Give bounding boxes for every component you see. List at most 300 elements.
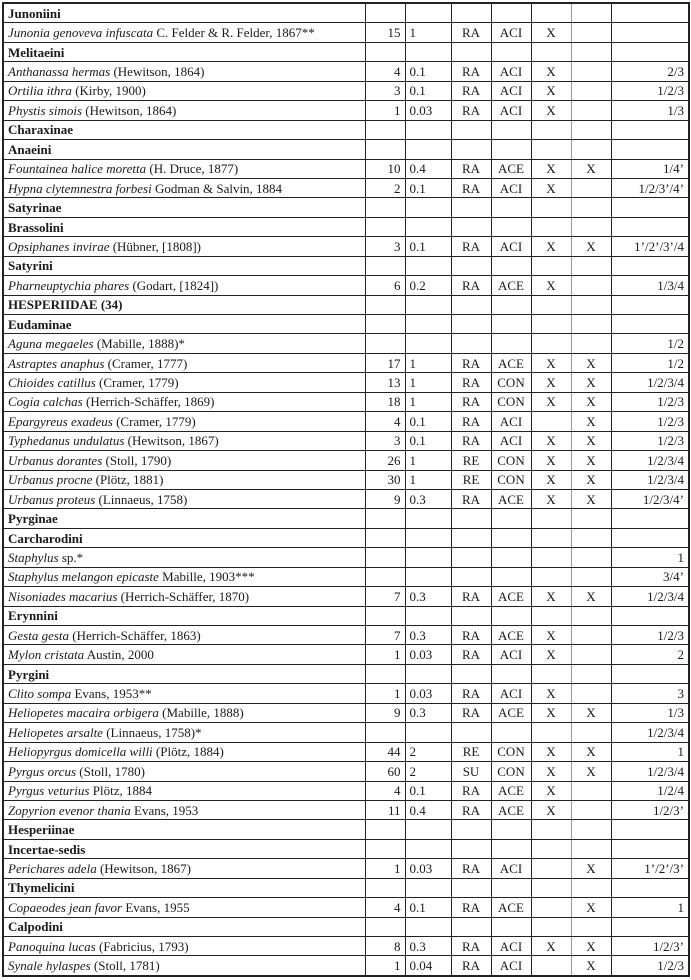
species-row <box>3 489 689 508</box>
group-label: Incertae-sedis <box>3 839 365 858</box>
cell-x2 <box>571 334 611 353</box>
cell-sites: 1/2/3 <box>611 81 689 100</box>
group-label: Thymelicini <box>3 878 365 897</box>
cell-sites <box>611 120 689 139</box>
cell-percent <box>405 606 451 625</box>
species-row <box>3 742 689 761</box>
cell-percent <box>405 548 451 567</box>
species-name <box>3 178 365 197</box>
cell-percent: 1 <box>405 392 451 411</box>
cell-percent <box>405 567 451 586</box>
cell-distribution <box>491 217 531 236</box>
table-body <box>3 3 689 976</box>
species-name <box>3 353 365 372</box>
cell-status: RA <box>451 353 491 372</box>
cell-sites: 1/2 <box>611 353 689 372</box>
cell-status: RA <box>451 412 491 431</box>
cell-percent <box>405 528 451 547</box>
taxon-group-row <box>3 839 689 858</box>
cell-x1 <box>531 859 571 878</box>
species-authority: Austin, 2000 <box>84 647 154 663</box>
cell-status: RA <box>451 626 491 645</box>
cell-distribution <box>491 917 531 936</box>
group-label: Hesperiinae <box>3 820 365 839</box>
cell-n <box>365 295 405 314</box>
cell-x2 <box>571 645 611 664</box>
cell-x2 <box>571 567 611 586</box>
species-name <box>3 762 365 781</box>
cell-sites: 1/3 <box>611 101 689 120</box>
cell-sites <box>611 23 689 42</box>
cell-x1: X <box>531 353 571 372</box>
cell-sites <box>611 256 689 275</box>
cell-x1: X <box>531 587 571 606</box>
cell-status: RA <box>451 781 491 800</box>
cell-status <box>451 509 491 528</box>
cell-distribution: ACI <box>491 859 531 878</box>
group-label: Carcharodini <box>3 528 365 547</box>
species-authority: (Fabricius, 1793) <box>95 938 189 954</box>
cell-x2: X <box>571 937 611 956</box>
species-authority: C. Felder & R. Felder, 1867** <box>153 25 315 41</box>
species-binomial: Fountainea halice moretta <box>8 161 147 177</box>
species-binomial: Astraptes anaphus <box>8 355 105 371</box>
group-label: Brassolini <box>3 217 365 236</box>
species-binomial: Clito sompa <box>8 686 72 702</box>
species-name <box>3 548 365 567</box>
species-authority: Plötz, 1884 <box>89 783 152 799</box>
species-authority: (Cramer, 1779) <box>112 413 196 429</box>
cell-x1 <box>531 898 571 917</box>
group-label: Pyrginae <box>3 509 365 528</box>
cell-percent: 1 <box>405 451 451 470</box>
cell-status: RA <box>451 956 491 976</box>
cell-status <box>451 256 491 275</box>
cell-status: RA <box>451 101 491 120</box>
cell-x2: X <box>571 431 611 450</box>
cell-sites: 2/3 <box>611 62 689 81</box>
cell-sites: 1/2/3 <box>611 626 689 645</box>
cell-sites: 1 <box>611 548 689 567</box>
cell-x2: X <box>571 159 611 178</box>
species-authority: (Herrich-Schäffer, 1870) <box>117 588 250 604</box>
cell-percent: 0.03 <box>405 101 451 120</box>
species-authority: (Stoll, 1790) <box>102 452 172 468</box>
cell-n <box>365 917 405 936</box>
species-name <box>3 470 365 489</box>
species-row <box>3 723 689 742</box>
species-row <box>3 237 689 256</box>
species-authority: (Herrich-Schäffer, 1863) <box>69 627 201 643</box>
species-name <box>3 703 365 722</box>
taxon-group-row <box>3 217 689 236</box>
cell-status: RA <box>451 937 491 956</box>
species-row <box>3 373 689 392</box>
cell-x2 <box>571 23 611 42</box>
cell-percent <box>405 315 451 334</box>
group-label: Calpodini <box>3 917 365 936</box>
cell-status: SU <box>451 762 491 781</box>
cell-distribution <box>491 198 531 217</box>
species-row <box>3 800 689 819</box>
cell-x1: X <box>531 470 571 489</box>
species-authority: (Mabille, 1888) <box>158 705 244 721</box>
cell-x2: X <box>571 742 611 761</box>
cell-distribution: CON <box>491 373 531 392</box>
species-authority: Evans, 1953** <box>71 686 152 702</box>
cell-x1 <box>531 723 571 742</box>
cell-x1: X <box>531 101 571 120</box>
species-authority: Evans, 1955 <box>122 899 190 915</box>
cell-status: RA <box>451 23 491 42</box>
species-row <box>3 23 689 42</box>
cell-distribution <box>491 295 531 314</box>
cell-percent <box>405 509 451 528</box>
cell-status <box>451 917 491 936</box>
cell-distribution: ACI <box>491 956 531 976</box>
cell-percent: 0.2 <box>405 276 451 295</box>
cell-status <box>451 567 491 586</box>
species-authority: (Hübner, [1808]) <box>109 238 202 254</box>
cell-distribution: ACI <box>491 684 531 703</box>
cell-x2 <box>571 101 611 120</box>
species-binomial: Anthanassa hermas <box>8 64 111 80</box>
species-authority: (Linnaeus, 1758)* <box>102 724 202 740</box>
species-name <box>3 587 365 606</box>
cell-x1 <box>531 567 571 586</box>
cell-percent: 2 <box>405 762 451 781</box>
cell-x1 <box>531 412 571 431</box>
cell-status: RA <box>451 645 491 664</box>
species-binomial: Pyrgus orcus <box>8 763 77 779</box>
cell-distribution: ACI <box>491 101 531 120</box>
species-name <box>3 237 365 256</box>
cell-percent: 0.1 <box>405 81 451 100</box>
species-authority: Mabille, 1903*** <box>158 569 255 585</box>
cell-x1 <box>531 120 571 139</box>
cell-percent <box>405 878 451 897</box>
cell-n: 7 <box>365 587 405 606</box>
cell-distribution <box>491 315 531 334</box>
cell-x1: X <box>531 23 571 42</box>
cell-n: 4 <box>365 412 405 431</box>
species-row <box>3 567 689 586</box>
cell-sites <box>611 820 689 839</box>
cell-status <box>451 528 491 547</box>
cell-x1: X <box>531 937 571 956</box>
cell-status: RA <box>451 237 491 256</box>
cell-sites: 1/2/3/4 <box>611 587 689 606</box>
species-row <box>3 431 689 450</box>
cell-percent: 0.1 <box>405 62 451 81</box>
cell-sites: 1/3/4 <box>611 276 689 295</box>
cell-sites <box>611 878 689 897</box>
cell-distribution: ACI <box>491 937 531 956</box>
cell-percent: 0.1 <box>405 178 451 197</box>
cell-distribution <box>491 839 531 858</box>
species-name <box>3 81 365 100</box>
cell-x2: X <box>571 956 611 976</box>
cell-distribution: ACI <box>491 23 531 42</box>
cell-n <box>365 315 405 334</box>
group-label: Charaxinae <box>3 120 365 139</box>
cell-status: RA <box>451 159 491 178</box>
taxon-group-row <box>3 315 689 334</box>
cell-sites <box>611 606 689 625</box>
species-authority: (Hewitson, 1864) <box>82 102 177 118</box>
species-binomial: Zopyrion evenor thania <box>8 802 131 818</box>
species-binomial: Gesta gesta <box>8 627 70 643</box>
cell-percent: 2 <box>405 742 451 761</box>
species-name <box>3 431 365 450</box>
cell-sites: 2 <box>611 645 689 664</box>
cell-x1: X <box>531 178 571 197</box>
cell-sites <box>611 509 689 528</box>
species-name <box>3 742 365 761</box>
cell-distribution: CON <box>491 392 531 411</box>
species-authority: sp.* <box>58 549 84 565</box>
cell-x1 <box>531 334 571 353</box>
cell-status <box>451 140 491 159</box>
cell-x1: X <box>531 451 571 470</box>
cell-percent <box>405 256 451 275</box>
cell-status: RA <box>451 489 491 508</box>
cell-percent: 0.3 <box>405 937 451 956</box>
cell-percent: 1 <box>405 23 451 42</box>
cell-percent <box>405 839 451 858</box>
cell-sites: 1/4’ <box>611 159 689 178</box>
species-binomial: Ortilia ithra <box>8 83 72 99</box>
cell-distribution <box>491 334 531 353</box>
cell-sites: 1/2/4 <box>611 781 689 800</box>
group-label: Pyrgini <box>3 664 365 683</box>
cell-sites: 1/2/3’/4’ <box>611 178 689 197</box>
cell-x1 <box>531 3 571 23</box>
cell-status <box>451 315 491 334</box>
cell-n: 3 <box>365 81 405 100</box>
cell-status <box>451 664 491 683</box>
cell-sites <box>611 198 689 217</box>
cell-percent <box>405 295 451 314</box>
cell-percent: 0.03 <box>405 684 451 703</box>
group-label: Eudaminae <box>3 315 365 334</box>
cell-sites <box>611 42 689 61</box>
species-name <box>3 723 365 742</box>
species-authority: (Plötz, 1884) <box>152 744 224 760</box>
cell-sites: 1/2/3 <box>611 392 689 411</box>
cell-status: RA <box>451 800 491 819</box>
cell-x2 <box>571 626 611 645</box>
cell-x1: X <box>531 645 571 664</box>
species-binomial: Urbanus proteus <box>8 491 96 507</box>
cell-percent: 1 <box>405 353 451 372</box>
species-row <box>3 178 689 197</box>
cell-x1: X <box>531 781 571 800</box>
cell-x1 <box>531 839 571 858</box>
species-name <box>3 373 365 392</box>
cell-n <box>365 606 405 625</box>
cell-n: 1 <box>365 101 405 120</box>
cell-distribution <box>491 140 531 159</box>
cell-status <box>451 723 491 742</box>
cell-x1 <box>531 956 571 976</box>
cell-x1 <box>531 140 571 159</box>
cell-x1: X <box>531 81 571 100</box>
cell-x1: X <box>531 276 571 295</box>
cell-sites: 1/3 <box>611 703 689 722</box>
cell-n: 1 <box>365 645 405 664</box>
cell-x2: X <box>571 373 611 392</box>
cell-sites: 3/4’ <box>611 567 689 586</box>
cell-n: 4 <box>365 898 405 917</box>
species-row <box>3 101 689 120</box>
cell-sites <box>611 917 689 936</box>
cell-n <box>365 820 405 839</box>
species-authority: (Hewitson, 1867) <box>96 860 191 876</box>
cell-sites <box>611 3 689 23</box>
species-binomial: Epargyreus exadeus <box>8 413 113 429</box>
cell-distribution: ACE <box>491 276 531 295</box>
cell-n: 26 <box>365 451 405 470</box>
taxon-group-row <box>3 140 689 159</box>
cell-status <box>451 295 491 314</box>
species-binomial: Mylon cristata <box>8 647 85 663</box>
cell-sites <box>611 839 689 858</box>
cell-status: RA <box>451 703 491 722</box>
cell-x2: X <box>571 470 611 489</box>
cell-x2: X <box>571 859 611 878</box>
species-row <box>3 956 689 976</box>
species-authority: (Stoll, 1780) <box>76 763 145 779</box>
species-row <box>3 334 689 353</box>
cell-n: 13 <box>365 373 405 392</box>
cell-distribution: ACI <box>491 178 531 197</box>
cell-x2 <box>571 198 611 217</box>
taxon-group-row <box>3 664 689 683</box>
cell-percent <box>405 723 451 742</box>
species-row <box>3 276 689 295</box>
cell-x2 <box>571 217 611 236</box>
cell-x2 <box>571 120 611 139</box>
cell-sites: 1/2/3’ <box>611 800 689 819</box>
species-binomial: Pyrgus veturius <box>8 783 90 799</box>
species-binomial: Urbanus procne <box>8 472 93 488</box>
cell-percent: 0.03 <box>405 645 451 664</box>
cell-x2 <box>571 839 611 858</box>
cell-n: 9 <box>365 703 405 722</box>
cell-n: 15 <box>365 23 405 42</box>
species-row <box>3 703 689 722</box>
species-binomial: Pharneuptychia phares <box>8 277 130 293</box>
cell-distribution: ACE <box>491 489 531 508</box>
cell-x2 <box>571 140 611 159</box>
species-binomial: Hypna clytemnestra forbesi <box>8 180 152 196</box>
cell-distribution: ACE <box>491 781 531 800</box>
cell-x1: X <box>531 684 571 703</box>
species-binomial: Panoquina lucas <box>8 938 96 954</box>
cell-sites: 1 <box>611 898 689 917</box>
species-name <box>3 937 365 956</box>
species-name <box>3 626 365 645</box>
cell-x2 <box>571 276 611 295</box>
cell-percent: 0.3 <box>405 489 451 508</box>
cell-n: 6 <box>365 276 405 295</box>
species-name <box>3 101 365 120</box>
cell-x1: X <box>531 431 571 450</box>
cell-distribution <box>491 606 531 625</box>
species-binomial: Nisoniades macarius <box>8 588 118 604</box>
cell-percent <box>405 664 451 683</box>
cell-x1 <box>531 820 571 839</box>
cell-percent <box>405 917 451 936</box>
species-name <box>3 898 365 917</box>
cell-n: 1 <box>365 956 405 976</box>
cell-percent: 0.3 <box>405 587 451 606</box>
cell-n <box>365 3 405 23</box>
cell-n: 44 <box>365 742 405 761</box>
species-row <box>3 898 689 917</box>
species-name <box>3 412 365 431</box>
cell-x2 <box>571 528 611 547</box>
species-name <box>3 159 365 178</box>
cell-distribution: ACI <box>491 81 531 100</box>
cell-distribution <box>491 256 531 275</box>
group-label: Melitaeini <box>3 42 365 61</box>
cell-status: RE <box>451 470 491 489</box>
cell-status <box>451 198 491 217</box>
group-label: Satyrinae <box>3 198 365 217</box>
species-binomial: Typhedanus undulatus <box>8 433 125 449</box>
species-binomial: Chioides catillus <box>8 375 96 391</box>
cell-distribution: ACE <box>491 800 531 819</box>
cell-x2 <box>571 820 611 839</box>
cell-x1: X <box>531 489 571 508</box>
cell-percent <box>405 42 451 61</box>
species-name <box>3 451 365 470</box>
group-label: Anaeini <box>3 140 365 159</box>
cell-x2: X <box>571 451 611 470</box>
cell-n <box>365 528 405 547</box>
cell-percent: 0.1 <box>405 431 451 450</box>
cell-sites: 1/2 <box>611 334 689 353</box>
cell-status: RA <box>451 684 491 703</box>
species-row <box>3 353 689 372</box>
cell-x1 <box>531 548 571 567</box>
cell-x1 <box>531 315 571 334</box>
species-authority: (H. Druce, 1877) <box>146 161 239 177</box>
taxon-group-row <box>3 295 689 314</box>
cell-distribution: ACE <box>491 353 531 372</box>
species-row <box>3 684 689 703</box>
species-authority: (Cramer, 1779) <box>95 375 179 391</box>
cell-status: RA <box>451 431 491 450</box>
group-label: HESPERIIDAE (34) <box>3 295 365 314</box>
species-binomial: Synale hylaspes <box>8 958 91 974</box>
cell-n <box>365 334 405 353</box>
cell-n: 2 <box>365 178 405 197</box>
cell-n: 18 <box>365 392 405 411</box>
taxon-group-row <box>3 42 689 61</box>
cell-x2: X <box>571 237 611 256</box>
cell-sites: 1/2/3/4 <box>611 373 689 392</box>
cell-x2 <box>571 295 611 314</box>
cell-distribution: CON <box>491 742 531 761</box>
cell-status: RA <box>451 859 491 878</box>
cell-sites: 1/2/3/4 <box>611 762 689 781</box>
cell-distribution <box>491 548 531 567</box>
cell-x1: X <box>531 703 571 722</box>
cell-n: 8 <box>365 937 405 956</box>
